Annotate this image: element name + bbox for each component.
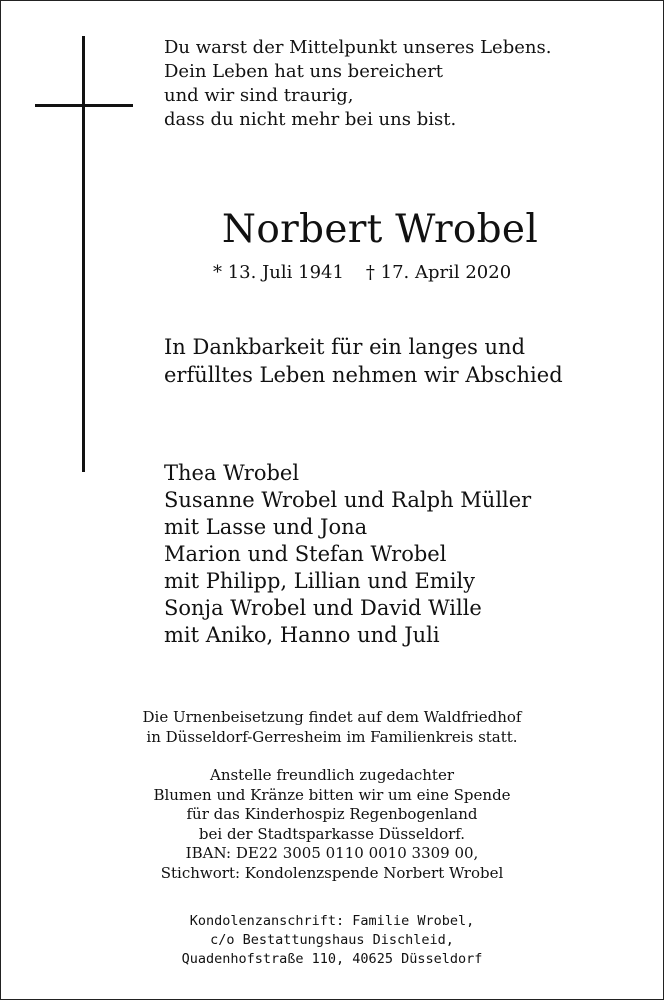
mourner-line: Sonja Wrobel und David Wille <box>164 596 482 620</box>
death-date: † 17. April 2020 <box>365 262 512 283</box>
donation-line: für das Kinderhospiz Regenbogenland <box>186 805 478 823</box>
donation-request <box>0 766 664 883</box>
life-dates <box>213 261 511 285</box>
mourner-line: mit Aniko, Hanno und Juli <box>164 623 440 647</box>
verse-line: und wir sind traurig, <box>164 85 354 106</box>
mourners-list <box>164 460 531 649</box>
verse-line: dass du nicht mehr bei uns bist. <box>164 109 457 130</box>
farewell-line: In Dankbarkeit für ein langes und <box>164 335 526 359</box>
condolence-line: Kondolenzanschrift: Familie Wrobel, <box>189 913 475 929</box>
farewell-statement <box>164 333 563 389</box>
mourner-line: Susanne Wrobel und Ralph Müller <box>164 488 532 512</box>
mourner-line: Thea Wrobel <box>164 461 300 485</box>
verse-line: Du warst der Mittelpunkt unseres Lebens. <box>164 37 552 58</box>
birth-date: * 13. Juli 1941 <box>213 262 344 283</box>
donation-line: Blumen und Kränze bitten wir um eine Spende <box>153 785 511 804</box>
memorial-verse <box>164 36 551 132</box>
burial-information <box>0 707 664 747</box>
verse-line: Dein Leben hat uns bereichert <box>164 61 444 82</box>
condolence-line: Quadenhofstraße 110, 40625 Düsseldorf <box>181 951 483 967</box>
donation-keyword: Stichwort: Kondolenzspende Norbert Wrobel <box>160 863 504 882</box>
donation-line: Anstelle freundlich zugedachter <box>209 766 454 784</box>
cross-icon-horizontal-bar <box>35 104 133 107</box>
burial-line: Die Urnenbeisetzung findet auf dem Waldfriedhof <box>142 708 522 726</box>
burial-line: in Düsseldorf-Gerresheim im Familienkreis statt. <box>146 728 518 746</box>
deceased-name: Norbert Wrobel <box>221 207 539 252</box>
farewell-line: erfülltes Leben nehmen wir Abschied <box>164 363 563 387</box>
donation-line: bei der Stadtsparkasse Düsseldorf. <box>198 824 466 843</box>
donation-iban: IBAN: DE22 3005 0110 0010 3309 00, <box>185 844 479 862</box>
condolence-address <box>0 912 664 969</box>
mourner-line: mit Lasse und Jona <box>164 515 368 539</box>
mourner-line: mit Philipp, Lillian und Emily <box>164 569 476 593</box>
condolence-line: c/o Bestattungshaus Dischleid, <box>210 932 454 948</box>
mourner-line: Marion und Stefan Wrobel <box>164 542 447 566</box>
